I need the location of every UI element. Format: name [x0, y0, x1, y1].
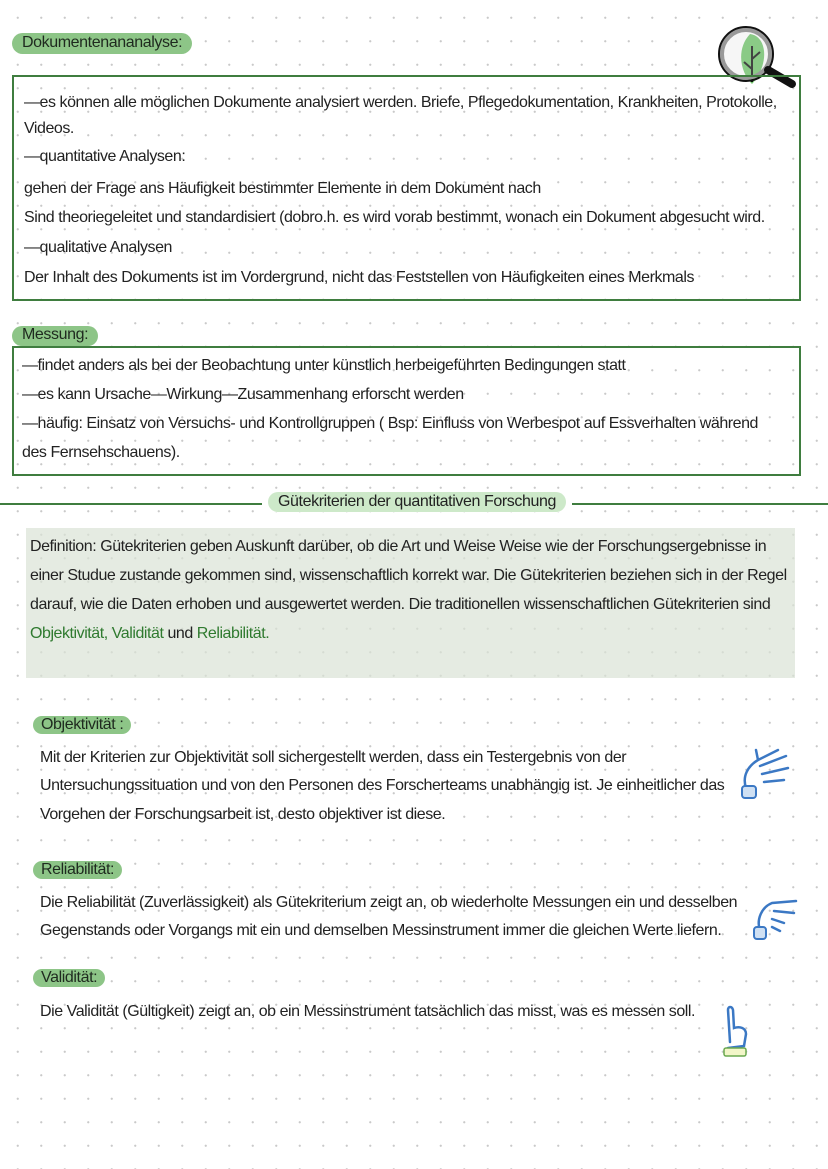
- text-line: Untersuchungssituation und von den Personen des Forscherteams unabhängig ist. Je einheitlicher das: [40, 777, 725, 794]
- term-validitaet: Validität: [111, 625, 164, 642]
- term-reliabilitaet: Reliabilität.: [196, 625, 270, 642]
- text-line: Mit der Kriterien zur Objektivität soll sichergestellt werden, dass ein Testergebnis von der: [40, 749, 627, 766]
- text-line: Die Validität (Gültigkeit) zeigt an, ob ein Messinstrument tatsächlich das misst, was es messen soll.: [40, 1003, 695, 1020]
- text-line: gehen der Frage ans Häufigkeit bestimmter Elemente in dem Dokument nach: [24, 180, 541, 197]
- text-line: —es kann Ursache—Wirkung—Zusammenhang erforscht werden: [22, 386, 464, 403]
- text-line: —findet anders als bei der Beobachtung unter künstlich herbeigeführten Bedingungen statt: [22, 357, 626, 374]
- waving-hand-icon: [738, 746, 794, 802]
- and-word: und: [167, 625, 193, 642]
- heading-messung: Messung:: [12, 326, 98, 346]
- text-line: [30, 625, 269, 643]
- pointing-hand-icon: [750, 893, 802, 943]
- text-line: Der Inhalt des Dokuments ist im Vordergrund, nicht das Feststellen von Häufigkeiten eines Merkmals: [24, 269, 695, 286]
- text-line: Videos.: [24, 120, 74, 137]
- section-title-wrap: [262, 492, 572, 512]
- text-line: —qualitative Analysen: [24, 239, 172, 256]
- heading-validitaet: Validität:: [33, 969, 105, 987]
- heading-dokumentenanalyse: Dokumentenananalyse:: [12, 33, 192, 54]
- heading-objektivitaet: Objektivität :: [33, 716, 131, 734]
- pointing-up-hand-icon: [718, 1002, 752, 1060]
- section-title: Gütekriterien der quantitativen Forschung: [268, 492, 566, 512]
- text-line: —häufig: Einsatz von Versuchs- und Kontrollgruppen ( Bsp: Einfluss von Werbespot auf Essverhalten während: [22, 415, 759, 432]
- text-line: des Fernsehschauens).: [22, 444, 180, 461]
- text-line: Definition: Gütekriterien geben Auskunft darüber, ob die Art und Weise Weise wie der Forschungsergebnisse in: [30, 538, 767, 555]
- text-line: Sind theoriegeleitet und standardisiert (dobro.h. es wird vorab bestimmt, wonach ein Dokument abgesucht wird.: [24, 209, 765, 226]
- text-line: Gegenstands oder Vorgangs mit ein und demselben Messinstrument immer die gleichen Werte liefern.: [40, 922, 722, 939]
- text-line: einer Studue zustande gekommen sind, wissenschaftlich korrekt war. Die Gütekriterien beziehen sich in der Regel: [30, 567, 787, 584]
- text-line: Die Reliabilität (Zuverlässigkeit) als Gütekriterium zeigt an, ob wiederholte Messungen ein und desselben: [40, 894, 738, 911]
- text-line: —es können alle möglichen Dokumente analysiert werden. Briefe, Pflegedokumentation, Krankheiten, Protokolle,: [24, 94, 777, 111]
- heading-reliabilitaet: Reliabilität:: [33, 861, 122, 879]
- text-line: darauf, wie die Daten erhoben und ausgewertet werden. Die traditionellen wissenschaftlichen Gütekriterien sind: [30, 596, 771, 613]
- text-line: —quantitative Analysen:: [24, 148, 186, 165]
- text-line: Vorgehen der Forschungsarbeit ist, desto objektiver ist diese.: [40, 806, 446, 823]
- term-objektivitaet: Objektivität,: [30, 625, 108, 642]
